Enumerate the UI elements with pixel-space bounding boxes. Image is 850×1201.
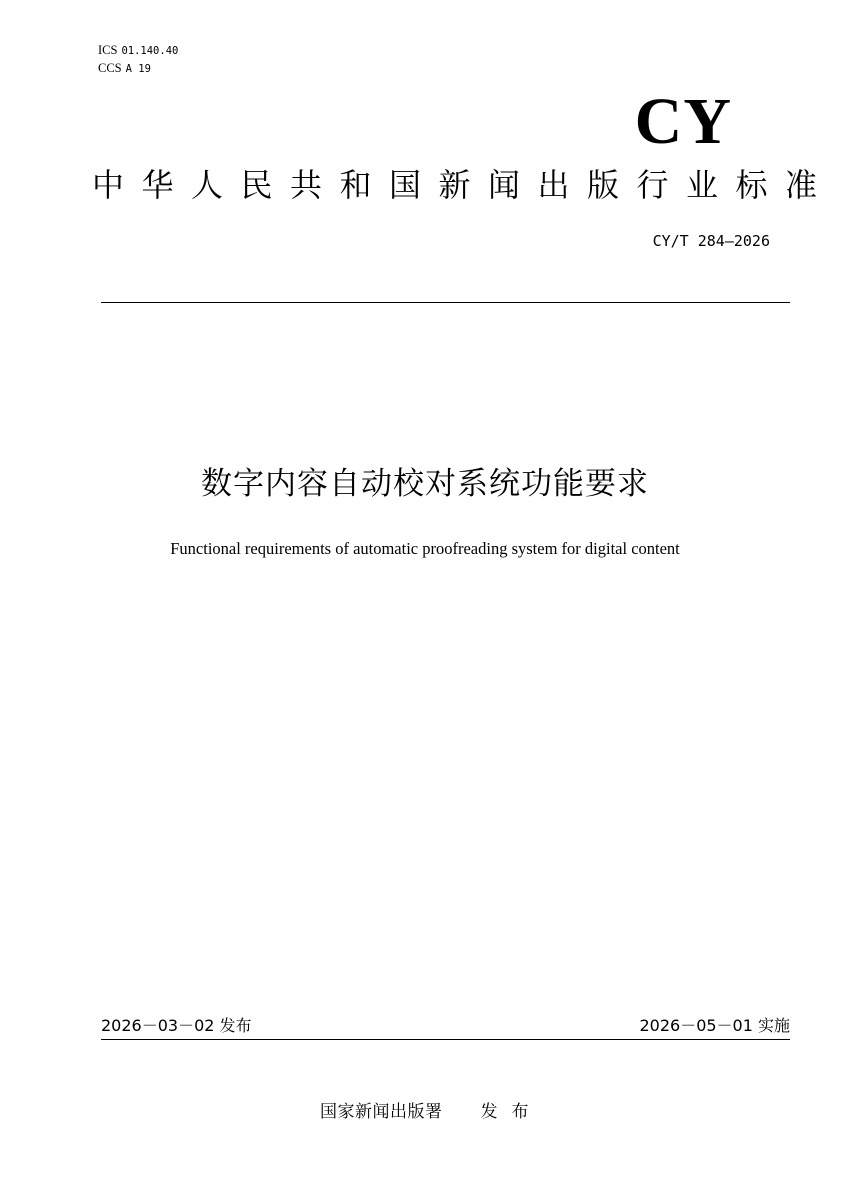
publisher-line [320,1100,543,1124]
ics-line [98,42,178,60]
ics-value: 01.140.40 [121,45,179,57]
release-date: 2026－03－02 发布 [101,1016,252,1035]
classification-codes [98,42,178,78]
ics-label: ICS [98,43,118,57]
industry-standard-title: 中华人民共和国新闻出版行业标准 [92,166,835,204]
top-divider [101,302,790,303]
bottom-divider [101,1039,790,1040]
implementation-date: 2026－05－01 实施 [639,1016,790,1035]
ccs-value: A 19 [125,63,151,75]
ccs-label: CCS [98,61,122,75]
cy-logo: CY [634,85,732,158]
publisher-name: 国家新闻出版署 [320,1102,443,1122]
publisher-action: 发布 [480,1102,543,1122]
ccs-line [98,60,178,78]
document-title-cn: 数字内容自动校对系统功能要求 [201,466,649,502]
standard-number: CY/T 284—2026 [652,232,770,250]
document-title-en: Functional requirements of automatic proofreading system for digital content [170,539,680,558]
